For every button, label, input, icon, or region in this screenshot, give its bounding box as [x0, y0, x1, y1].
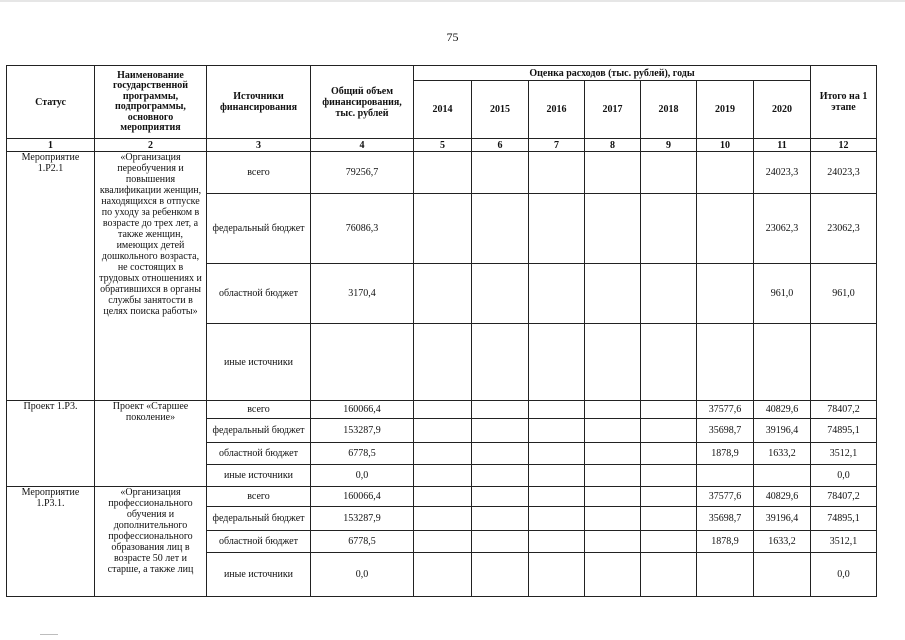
budget-table — [6, 65, 877, 597]
year-cell-2020 — [754, 465, 811, 487]
year-cell-2020: 40829,6 — [754, 401, 811, 419]
year-cell-2015 — [472, 487, 529, 507]
header-name: Наименование государственной программы, подпрограммы, основного мероприятия — [95, 66, 207, 139]
page-number: 75 — [446, 30, 459, 44]
total-cell: 6778,5 — [311, 443, 414, 465]
year-cell-2015 — [472, 465, 529, 487]
year-cell-2020 — [754, 324, 811, 401]
total-cell: 0,0 — [311, 465, 414, 487]
year-cell-2017 — [585, 465, 641, 487]
source-cell: областной бюджет — [207, 264, 311, 324]
year-cell-2018 — [641, 194, 697, 264]
year-cell-2015 — [472, 443, 529, 465]
year-cell-2018 — [641, 264, 697, 324]
source-cell: федеральный бюджет — [207, 507, 311, 531]
header-year: 2020 — [754, 81, 811, 139]
source-cell: иные источники — [207, 324, 311, 401]
year-cell-2017 — [585, 507, 641, 531]
stage-total-cell: 78407,2 — [811, 401, 877, 419]
total-cell: 153287,9 — [311, 507, 414, 531]
year-cell-2016 — [529, 324, 585, 401]
year-cell-2018 — [641, 401, 697, 419]
year-cell-2014 — [414, 264, 472, 324]
column-number: 8 — [585, 139, 641, 152]
year-cell-2019: 37577,6 — [697, 401, 754, 419]
header-sources: Источники финансирования — [207, 66, 311, 139]
column-number: 5 — [414, 139, 472, 152]
year-cell-2017 — [585, 553, 641, 597]
year-cell-2015 — [472, 264, 529, 324]
year-cell-2019 — [697, 264, 754, 324]
year-cell-2015 — [472, 401, 529, 419]
year-cell-2017 — [585, 487, 641, 507]
source-cell: федеральный бюджет — [207, 419, 311, 443]
year-cell-2019 — [697, 553, 754, 597]
year-cell-2020: 1633,2 — [754, 531, 811, 553]
year-cell-2014 — [414, 324, 472, 401]
stage-total-cell: 74895,1 — [811, 507, 877, 531]
header-year: 2016 — [529, 81, 585, 139]
stage-total-cell — [811, 324, 877, 401]
column-number: 3 — [207, 139, 311, 152]
year-cell-2014 — [414, 152, 472, 194]
header-year: 2017 — [585, 81, 641, 139]
year-cell-2015 — [472, 194, 529, 264]
column-number: 2 — [95, 139, 207, 152]
year-cell-2019 — [697, 324, 754, 401]
source-cell: иные источники — [207, 465, 311, 487]
total-cell: 79256,7 — [311, 152, 414, 194]
year-cell-2018 — [641, 419, 697, 443]
total-cell: 76086,3 — [311, 194, 414, 264]
year-cell-2018 — [641, 531, 697, 553]
header-year: 2014 — [414, 81, 472, 139]
year-cell-2016 — [529, 401, 585, 419]
source-cell: всего — [207, 401, 311, 419]
table-body — [7, 152, 877, 597]
column-number: 10 — [697, 139, 754, 152]
year-cell-2019: 1878,9 — [697, 443, 754, 465]
year-cell-2018 — [641, 443, 697, 465]
year-cell-2020: 39196,4 — [754, 507, 811, 531]
source-cell: областной бюджет — [207, 443, 311, 465]
status-cell: Мероприятие 1.Р3.1. — [7, 487, 95, 597]
header-status: Статус — [7, 66, 95, 139]
year-cell-2018 — [641, 465, 697, 487]
status-cell: Проект 1.Р3. — [7, 401, 95, 487]
year-cell-2020: 24023,3 — [754, 152, 811, 194]
stage-total-cell: 74895,1 — [811, 419, 877, 443]
top-edge-rule — [0, 0, 905, 2]
year-cell-2015 — [472, 152, 529, 194]
year-cell-2019: 35698,7 — [697, 419, 754, 443]
total-cell: 0,0 — [311, 553, 414, 597]
year-cell-2020 — [754, 553, 811, 597]
column-number: 1 — [7, 139, 95, 152]
year-cell-2019: 37577,6 — [697, 487, 754, 507]
year-cell-2017 — [585, 531, 641, 553]
header-estimate: Оценка расходов (тыс. рублей), годы — [414, 66, 811, 81]
year-cell-2014 — [414, 553, 472, 597]
year-cell-2019: 1878,9 — [697, 531, 754, 553]
year-cell-2016 — [529, 264, 585, 324]
year-cell-2015 — [472, 553, 529, 597]
year-cell-2020: 40829,6 — [754, 487, 811, 507]
year-cell-2014 — [414, 465, 472, 487]
source-cell: иные источники — [207, 553, 311, 597]
column-number: 7 — [529, 139, 585, 152]
year-cell-2017 — [585, 324, 641, 401]
year-cell-2014 — [414, 487, 472, 507]
year-cell-2016 — [529, 443, 585, 465]
year-cell-2018 — [641, 324, 697, 401]
name-cell: Проект «Старшее поколение» — [95, 401, 207, 487]
year-cell-2014 — [414, 401, 472, 419]
year-cell-2020: 23062,3 — [754, 194, 811, 264]
year-cell-2016 — [529, 152, 585, 194]
year-cell-2014 — [414, 194, 472, 264]
year-cell-2014 — [414, 419, 472, 443]
total-cell: 160066,4 — [311, 401, 414, 419]
stage-total-cell: 3512,1 — [811, 531, 877, 553]
stage-total-cell: 961,0 — [811, 264, 877, 324]
year-cell-2017 — [585, 401, 641, 419]
year-cell-2019 — [697, 465, 754, 487]
header-year: 2015 — [472, 81, 529, 139]
year-cell-2014 — [414, 507, 472, 531]
name-cell: «Организация профессионального обучения и дополнительного профессионального образования лиц в возрасте 50 лет и старше, а также лиц — [95, 487, 207, 597]
source-cell: всего — [207, 152, 311, 194]
stage-total-cell: 0,0 — [811, 553, 877, 597]
year-cell-2018 — [641, 487, 697, 507]
table-row — [7, 152, 877, 194]
total-cell — [311, 324, 414, 401]
year-cell-2016 — [529, 465, 585, 487]
column-number: 12 — [811, 139, 877, 152]
year-cell-2015 — [472, 507, 529, 531]
year-cell-2014 — [414, 443, 472, 465]
table-row — [7, 401, 877, 419]
year-cell-2016 — [529, 553, 585, 597]
year-cell-2017 — [585, 194, 641, 264]
total-cell: 3170,4 — [311, 264, 414, 324]
total-cell: 160066,4 — [311, 487, 414, 507]
stage-total-cell: 0,0 — [811, 465, 877, 487]
year-cell-2015 — [472, 324, 529, 401]
year-cell-2017 — [585, 264, 641, 324]
stage-total-cell: 24023,3 — [811, 152, 877, 194]
total-cell: 153287,9 — [311, 419, 414, 443]
year-cell-2020: 39196,4 — [754, 419, 811, 443]
year-cell-2016 — [529, 531, 585, 553]
table-header — [7, 66, 877, 152]
year-cell-2018 — [641, 507, 697, 531]
source-cell: федеральный бюджет — [207, 194, 311, 264]
year-cell-2016 — [529, 419, 585, 443]
stage-total-cell: 78407,2 — [811, 487, 877, 507]
total-cell: 6778,5 — [311, 531, 414, 553]
column-number: 9 — [641, 139, 697, 152]
column-number: 4 — [311, 139, 414, 152]
column-number: 11 — [754, 139, 811, 152]
year-cell-2019 — [697, 194, 754, 264]
header-year: 2019 — [697, 81, 754, 139]
table-row — [7, 487, 877, 507]
header-year: 2018 — [641, 81, 697, 139]
year-cell-2019: 35698,7 — [697, 507, 754, 531]
source-cell: всего — [207, 487, 311, 507]
stage-total-cell: 23062,3 — [811, 194, 877, 264]
year-cell-2019 — [697, 152, 754, 194]
year-cell-2015 — [472, 419, 529, 443]
year-cell-2014 — [414, 531, 472, 553]
source-cell: областной бюджет — [207, 531, 311, 553]
year-cell-2017 — [585, 152, 641, 194]
header-total: Общий объем финансирования, тыс. рублей — [311, 66, 414, 139]
header-stage-total: Итого на 1 этапе — [811, 66, 877, 139]
year-cell-2020: 1633,2 — [754, 443, 811, 465]
year-cell-2016 — [529, 194, 585, 264]
scan-edge-mark — [40, 634, 58, 635]
year-cell-2017 — [585, 419, 641, 443]
year-cell-2017 — [585, 443, 641, 465]
name-cell: «Организация переобучения и повышения квалификации женщин, находящихся в отпуске по уходу за ребенком в возрасте до трех лет, а также женщин, имеющих детей дошкольного возраста, не состоящих в трудовых отношениях и обратившихся в органы службы занятости в целях поиска работы» — [95, 152, 207, 401]
year-cell-2020: 961,0 — [754, 264, 811, 324]
year-cell-2018 — [641, 152, 697, 194]
year-cell-2016 — [529, 507, 585, 531]
stage-total-cell: 3512,1 — [811, 443, 877, 465]
year-cell-2018 — [641, 553, 697, 597]
status-cell: Мероприятие 1.Р2.1 — [7, 152, 95, 401]
year-cell-2015 — [472, 531, 529, 553]
year-cell-2016 — [529, 487, 585, 507]
column-number: 6 — [472, 139, 529, 152]
